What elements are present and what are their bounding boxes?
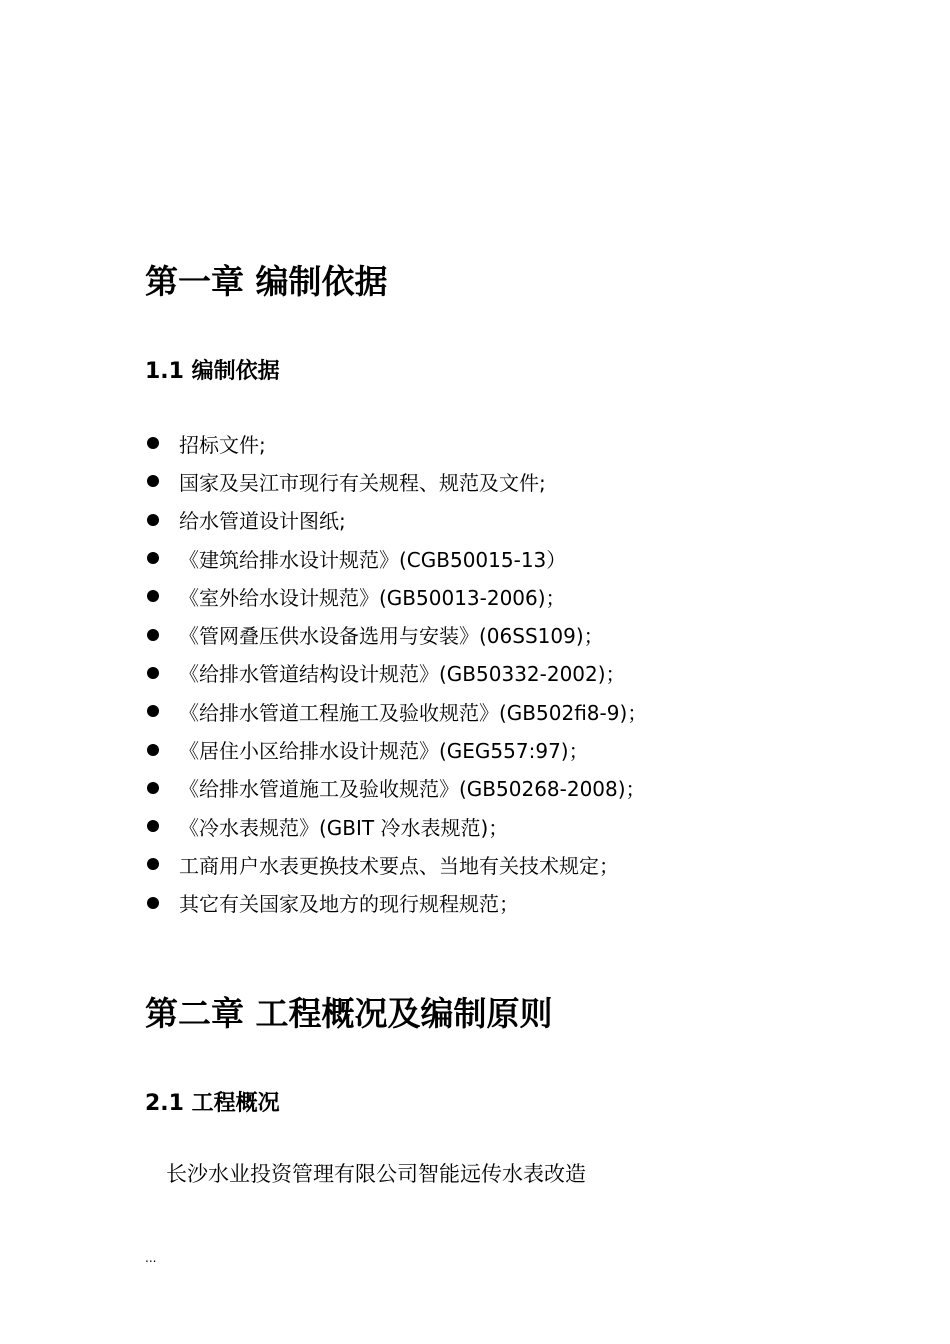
chapter-2-title: 第二章 工程概况及编制原则 <box>145 994 553 1033</box>
list-item-text: 《给排水管道工程施工及验收规范》(GB502fi8-9)； <box>179 700 648 725</box>
bullet-icon <box>147 667 159 679</box>
list-item <box>145 730 647 768</box>
bullet-icon <box>147 897 159 909</box>
list-item-text: 国家及吴江市现行有关规程、规范及文件; <box>179 470 546 495</box>
list-item <box>145 424 647 462</box>
bullet-icon <box>147 475 159 487</box>
bullet-icon <box>147 629 159 641</box>
list-item <box>145 577 647 615</box>
section-2-1-title: 2.1 工程概况 <box>145 1091 280 1116</box>
bullet-icon <box>147 437 159 449</box>
list-item-text: 《给排水管道结构设计规范》(GB50332-2002)； <box>179 662 626 687</box>
list-item-text: 《室外给水设计规范》(GB50013-2006)； <box>179 585 566 610</box>
list-item <box>145 692 647 730</box>
bullet-icon <box>147 514 159 526</box>
bullet-icon <box>147 820 159 832</box>
list-item <box>145 654 647 692</box>
list-item <box>145 769 647 807</box>
basis-list <box>145 424 647 922</box>
bullet-icon <box>147 705 159 717</box>
section-1-1-title: 1.1 编制依据 <box>145 359 280 384</box>
list-item-text: 《居住小区给排水设计规范》(GEG557:97)； <box>179 739 589 764</box>
list-item-text: 工商用户水表更换技术要点、当地有关技术规定； <box>179 853 619 878</box>
list-item <box>145 462 647 500</box>
chapter-1-title: 第一章 编制依据 <box>145 262 388 301</box>
bullet-icon <box>147 744 159 756</box>
list-item <box>145 845 647 883</box>
list-item <box>145 501 647 539</box>
list-item <box>145 539 647 577</box>
bullet-icon <box>147 552 159 564</box>
bullet-icon <box>147 858 159 870</box>
list-item-text: 给水管道设计图纸; <box>179 509 346 534</box>
project-overview-paragraph: 长沙水业投资管理有限公司智能远传水表改造 <box>166 1162 586 1186</box>
list-item-text: 《管网叠压供水设备选用与安装》(06SS109)； <box>179 624 604 649</box>
list-item <box>145 884 647 922</box>
bullet-icon <box>147 782 159 794</box>
list-item-text: 《建筑给排水设计规范》(CGB50015-13） <box>179 547 567 572</box>
footer-mark: ... <box>145 1251 157 1265</box>
list-item-text: 招标文件; <box>179 432 266 457</box>
list-item-text: 其它有关国家及地方的现行规程规范； <box>179 892 519 917</box>
list-item-text: 《冷水表规范》(GBIT 冷水表规范)； <box>179 815 509 840</box>
list-item <box>145 807 647 845</box>
bullet-icon <box>147 590 159 602</box>
list-item-text: 《给排水管道施工及验收规范》(GB50268-2008)； <box>179 777 646 802</box>
list-item <box>145 615 647 653</box>
